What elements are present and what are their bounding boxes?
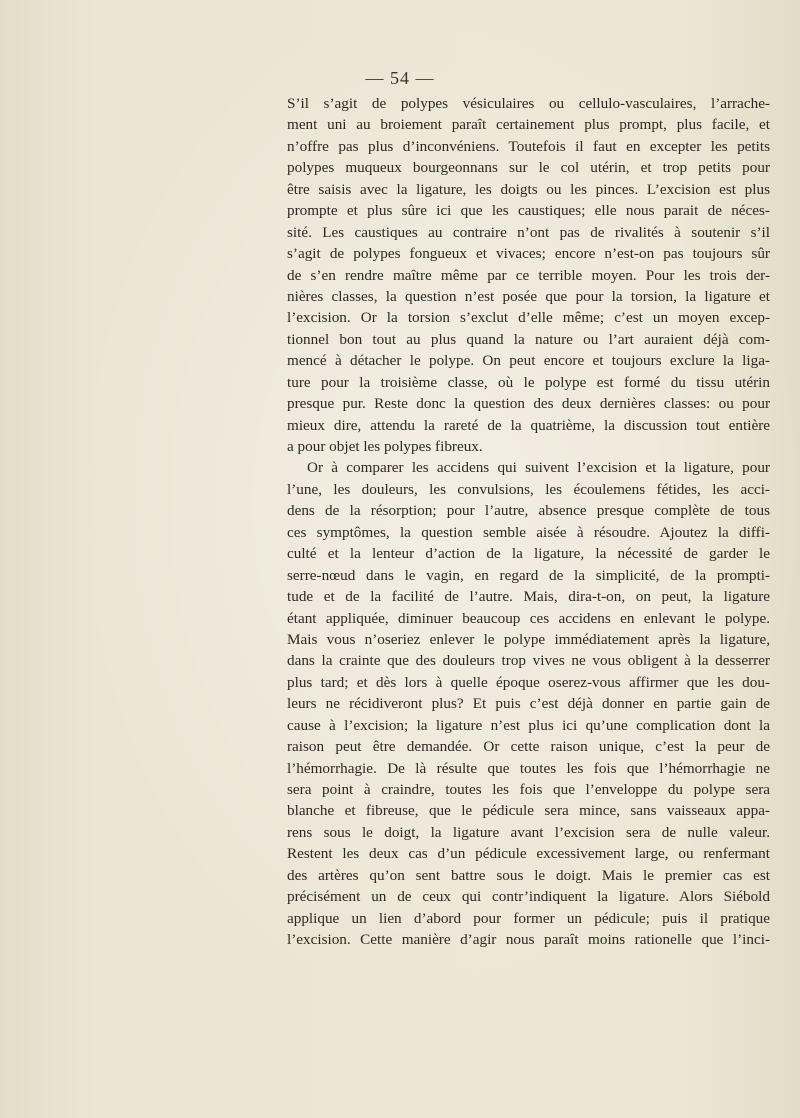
text-line: des artères qu’on sent battre sous le doigt. Mais le premier cas est <box>287 866 770 884</box>
text-line: polypes muqueux bourgeonnans sur le col utérin, et trop petits pour <box>287 159 770 177</box>
text-line: dens de la résorption; pour l’autre, absence presque complète de tous <box>287 502 770 520</box>
page-number: — 54 — <box>365 68 435 88</box>
text-line: Restent les deux cas d’un pédicule excessivement large, ou renfermant <box>287 845 770 863</box>
paragraph-start-line: Or à comparer les accidens qui suivent l’excision et la ligature, pour <box>307 459 770 477</box>
text-line: tude et de la facilité de l’autre. Mais, dira-t-on, on peut, la ligature <box>287 588 770 606</box>
text-line: dans la crainte que des douleurs trop vives ne vous obligent à la desserrer <box>287 652 770 670</box>
text-line: applique un lien d’abord pour former un pédicule; puis il pratique <box>287 909 770 927</box>
text-line: sité. Les caustiques au contraire n’ont pas de rivalités à soutenir s’il <box>287 223 770 241</box>
text-line: serre-nœud dans le vagin, en regard de la simplicité, de la prompti- <box>287 566 770 584</box>
text-line: leurs ne récidiveront plus? Et puis c’est déjà donner en partie gain de <box>287 695 770 713</box>
text-line: raison peut être demandée. Or cette raison unique, c’est la peur de <box>287 738 770 756</box>
text-line: mieux dire, attendu la rareté de la quatrième, la discussion tout entière <box>287 416 770 434</box>
text-line: précisément un de ceux qui contr’indiquent la ligature. Alors Siébold <box>287 888 770 906</box>
paragraph-end-line: a pour objet les polypes fibreux. <box>287 438 483 455</box>
text-line: l’une, les douleurs, les convulsions, les écoulemens fétides, les acci- <box>287 480 770 498</box>
text-line: sera point à craindre, toutes les fois que l’enveloppe du polype sera <box>287 781 770 798</box>
text-line: nières classes, la question n’est posée que pour la torsion, la ligature et <box>287 287 770 305</box>
text-line: être saisis avec la ligature, les doigts ou les pinces. L’excision est plus <box>287 180 770 198</box>
text-line: presque pur. Reste donc la question des deux dernières classes: ou pour <box>287 395 770 413</box>
text-line: Mais vous n’oseriez enlever le polype immédiatement après la ligature, <box>287 630 770 648</box>
text-line: de s’en rendre maître même par ce terrible moyen. Pour les trois der- <box>287 266 770 284</box>
text-line: plus tard; et dès lors à quelle époque oserez-vous affirmer que les dou- <box>287 673 770 691</box>
text-line: l’excision. Or la torsion s’exclut d’elle même; c’est un moyen excep- <box>287 309 770 327</box>
body-text <box>287 93 770 951</box>
text-line: culté et la lenteur d’action de la ligature, la nécessité de garder le <box>287 545 770 563</box>
text-line: ment uni au broiement paraît certainement plus prompt, plus facile, et <box>287 116 770 134</box>
text-line: ces symptômes, la question semble aisée à résoudre. Ajoutez la diffi- <box>287 523 770 541</box>
text-line: l’hémorrhagie. De là résulte que toutes les fois que l’hémorrhagie ne <box>287 759 770 777</box>
text-line: s’agit de polypes fongueux et vivaces; encore n’est-on pas toujours sûr <box>287 245 770 263</box>
text-line: étant appliquée, diminuer beaucoup ces accidens en enlevant le polype. <box>287 609 770 627</box>
text-line: S’il s’agit de polypes vésiculaires ou cellulo-vasculaires, l’arrache- <box>287 95 770 112</box>
text-line: n’offre pas plus d’inconvéniens. Toutefois il faut en excepter les petits <box>287 137 770 155</box>
text-line: blanche et fibreuse, que le pédicule sera mince, sans vaisseaux appa- <box>287 802 770 820</box>
text-line: ture pour la troisième classe, où le polype est formé du tissu utérin <box>287 373 770 391</box>
text-line: prompte et plus sûre ici que les caustiques; elle nous parait de néces- <box>287 202 770 220</box>
text-line: cause à l’excision; la ligature n’est plus ici qu’une complication dont la <box>287 716 770 734</box>
text-line: tionnel bon tout au plus quand la nature ou l’art auraient déjà com- <box>287 330 770 348</box>
text-line: rens sous le doigt, la ligature avant l’excision sera de nulle valeur. <box>287 823 770 841</box>
text-line: mencé à détacher le polype. On peut encore et toujours exclure la liga- <box>287 352 770 370</box>
text-line: l’excision. Cette manière d’agir nous paraît moins rationelle que l’inci- <box>287 931 770 949</box>
